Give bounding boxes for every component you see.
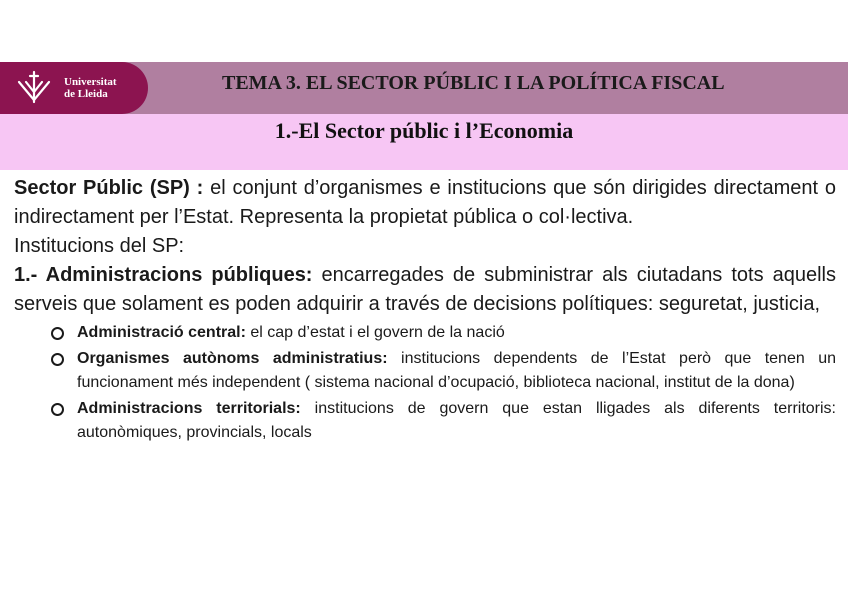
point1-text: encarregades de subministrar als ciutadans tots aquells serveis que solament es poden adquirir a través de decisions polítiques: seguretat, justicia, — [14, 264, 836, 315]
definition-text: el conjunt d’organismes e institucions que són dirigides directament o indirectament per l’Estat. Representa la propietat pública o col·lectiva. — [14, 177, 836, 228]
page-title: TEMA 3. EL SECTOR PÚBLIC I LA POLÍTICA FISCAL — [222, 72, 725, 94]
list-item-term: Organismes autònoms administratius: — [77, 349, 388, 367]
list-item-text: el cap d’estat i el govern de la nació — [245, 324, 505, 341]
list-item-text: institucions dependents de l’Estat però que tenen un funcionament més independent ( sistema nacional d’ocupació, biblioteca nacional, institut de la dona) — [77, 349, 837, 391]
circle-bullet-icon — [51, 403, 64, 416]
point1-paragraph — [14, 261, 836, 319]
section-subtitle: 1.-El Sector públic i l’Economia — [274, 118, 574, 143]
list-item-term: Administració central: — [77, 324, 246, 341]
logo-text-line2: de Lleida — [64, 88, 108, 100]
list-item-term: Administracions territorials: — [77, 399, 301, 417]
institutions-list — [14, 321, 836, 446]
definition-paragraph — [14, 174, 836, 232]
logo-text-line1: Universitat — [64, 76, 117, 88]
definition-term: Sector Públic (SP) : — [14, 177, 204, 199]
content-body — [14, 174, 836, 447]
university-logo — [0, 62, 148, 114]
list-item — [14, 321, 836, 346]
university-emblem-icon — [14, 68, 54, 108]
point1-term: 1.- Administracions públiques: — [14, 264, 313, 286]
circle-bullet-icon — [51, 327, 64, 340]
circle-bullet-icon — [51, 353, 64, 366]
list-item — [14, 397, 836, 446]
list-item — [14, 347, 836, 396]
institutions-label: Institucions del SP: — [14, 235, 185, 257]
list-item-text: institucions de govern que estan lligades als diferents territoris: autonòmiques, provincials, locals — [77, 399, 836, 441]
